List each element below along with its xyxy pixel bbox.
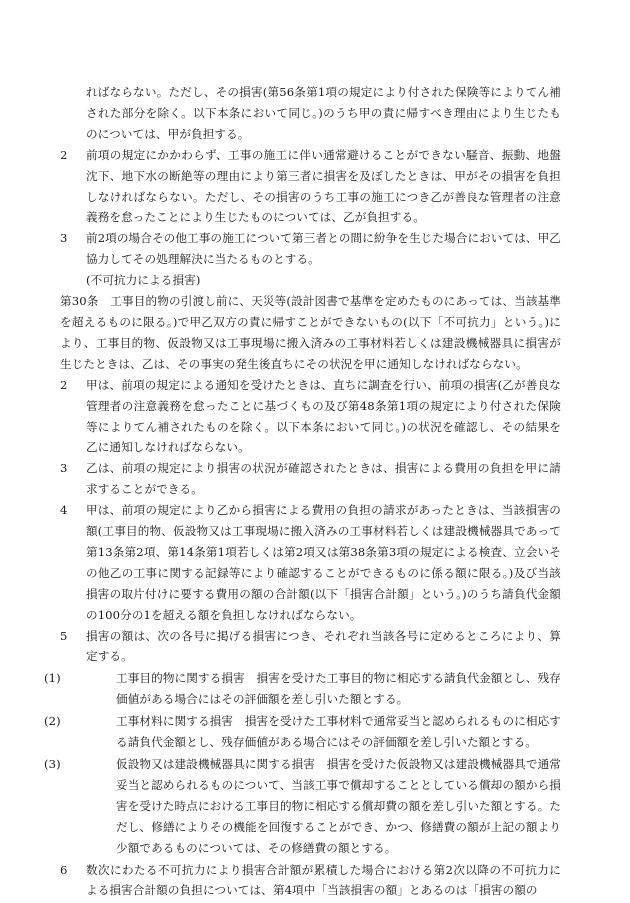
clause-item xyxy=(60,458,561,500)
paragraph-continuation xyxy=(74,82,561,145)
clause-item xyxy=(60,375,561,459)
clause-number: 第30条 xyxy=(60,294,99,309)
contract-text-body xyxy=(44,82,561,901)
article-heading xyxy=(74,270,561,291)
clause-number: 3 xyxy=(60,461,68,476)
paragraph-text: 仮設物又は建設機械器具に関する損害 損害を受けた仮設物又は建設機械器具で通常妥当と認められるものについて、当該工事で償却することとしている償却の額から損害を受けた時点における工事目的物に相応する償却費の額を差し引いた額とする。ただし、修繕によりその機能を回復することができ、かつ、修繕費の額が上記の額より少額であるものについては、その修繕費の額とする。 xyxy=(116,757,561,855)
article xyxy=(60,291,561,375)
paragraph-text: 工事目的物の引渡し前に、天災等(設計図書で基準を定めたものにあっては、当該基準を超えるものに限る。)で甲乙双方の責に帰すことができないもの(以下「不可抗力」という。)により、工事目的物、仮設物又は工事現場に搬入済みの工事材料若しくは建設機械器具に損害が生じたときは、乙は、その事実の発生後直ちにその状況を甲に通知しなければならない。 xyxy=(60,294,561,371)
paragraph-text: 数次にわたる不可抗力により損害合計額が累積した場合における第2次以降の不可抗力による損害合計額の負担については、第4項中「当該損害の額」とあるのは「損害の額の xyxy=(86,862,561,898)
paragraph-text: ればならない。ただし、その損害(第56条第1項の規定により付された保険等によりてん補された部分を除く。以下本条において同じ。)のうち甲の責に帰すべき理由により生じたものについては、甲が負担する。 xyxy=(86,85,561,141)
clause-number: 2 xyxy=(60,147,68,162)
clause-item xyxy=(60,145,561,229)
clause-number: (2) xyxy=(44,714,61,729)
paragraph-text: 前項の規定にかかわらず、工事の施工に伴い通常避けることができない騒音、振動、地盤沈下、地下水の断絶等の理由により第三者に損害を及ぼしたときは、甲がその損害を負担しなければならない。ただし、その損害のうち工事の施工につき乙が善良な管理者の注意義務を怠ったことにより生じたものについては、乙が負担する。 xyxy=(86,147,561,225)
paragraph-text: (不可抗力による損害) xyxy=(86,273,201,288)
clause-number: (1) xyxy=(44,671,61,686)
paragraph-text: 甲は、前項の規定による通知を受けたときは、直ちに調査を行い、前項の損害(乙が善良な管理者の注意義務を怠ったことに基づくもの及び第48条第1項の規定により付された保険等によりてん補されたものを除く。以下本条において同じ。)の状況を確認し、その結果を乙に通知しなければならない。 xyxy=(86,377,561,455)
paragraph-text: 損害の額は、次の各号に掲げる損害につき、それぞれ当該各号に定めるところにより、算定する。 xyxy=(86,628,561,664)
clause-number: 6 xyxy=(60,862,68,877)
clause-number: 3 xyxy=(60,231,68,246)
clause-number: 4 xyxy=(60,503,68,518)
paragraph-text: 甲は、前項の規定により乙から損害による費用の負担の請求があったときは、当該損害の額(工事目的物、仮設物又は工事現場に搬入済みの工事材料若しくは建設機械器具であって第13条第2項、第14条第1項若しくは第2項又は第38条第3項の規定による検査、立会いその他乙の工事に関する記録等により確認することができるものに係る額に限る。)及び当該損害の取片付けに要する費用の額の合計額(以下「損害合計額」という。)のうち請負代金額の100分の1を超える額を負担しなければならない。 xyxy=(86,503,561,622)
paragraph-text: 工事目的物に関する損害 損害を受けた工事目的物に相応する請負代金額とし、残存価値がある場合にはその評価額を差し引いた額とする。 xyxy=(116,671,561,707)
sub-item xyxy=(44,668,561,710)
clause-number: 5 xyxy=(60,628,68,643)
paragraph-text: 工事材料に関する損害 損害を受けた工事材料で通常妥当と認められるものに相応する請負代金額とし、残存価値がある場合にはその評価額を差し引いた額とする。 xyxy=(116,714,561,750)
paragraph-text: 乙は、前項の規定により損害の状況が確認されたときは、損害による費用の負担を甲に請求することができる。 xyxy=(86,461,561,497)
sub-item xyxy=(44,754,561,859)
sub-item xyxy=(44,711,561,753)
clause-number: 2 xyxy=(60,377,68,392)
paragraph-text: 前2項の場合その他工事の施工について第三者との間に紛争を生じた場合においては、甲乙協力してその処理解決に当たるものとする。 xyxy=(86,231,561,267)
clause-item xyxy=(60,626,561,668)
clause-item xyxy=(60,500,561,625)
clause-item xyxy=(60,228,561,270)
clause-number: (3) xyxy=(44,757,61,771)
clause-item xyxy=(60,860,561,902)
